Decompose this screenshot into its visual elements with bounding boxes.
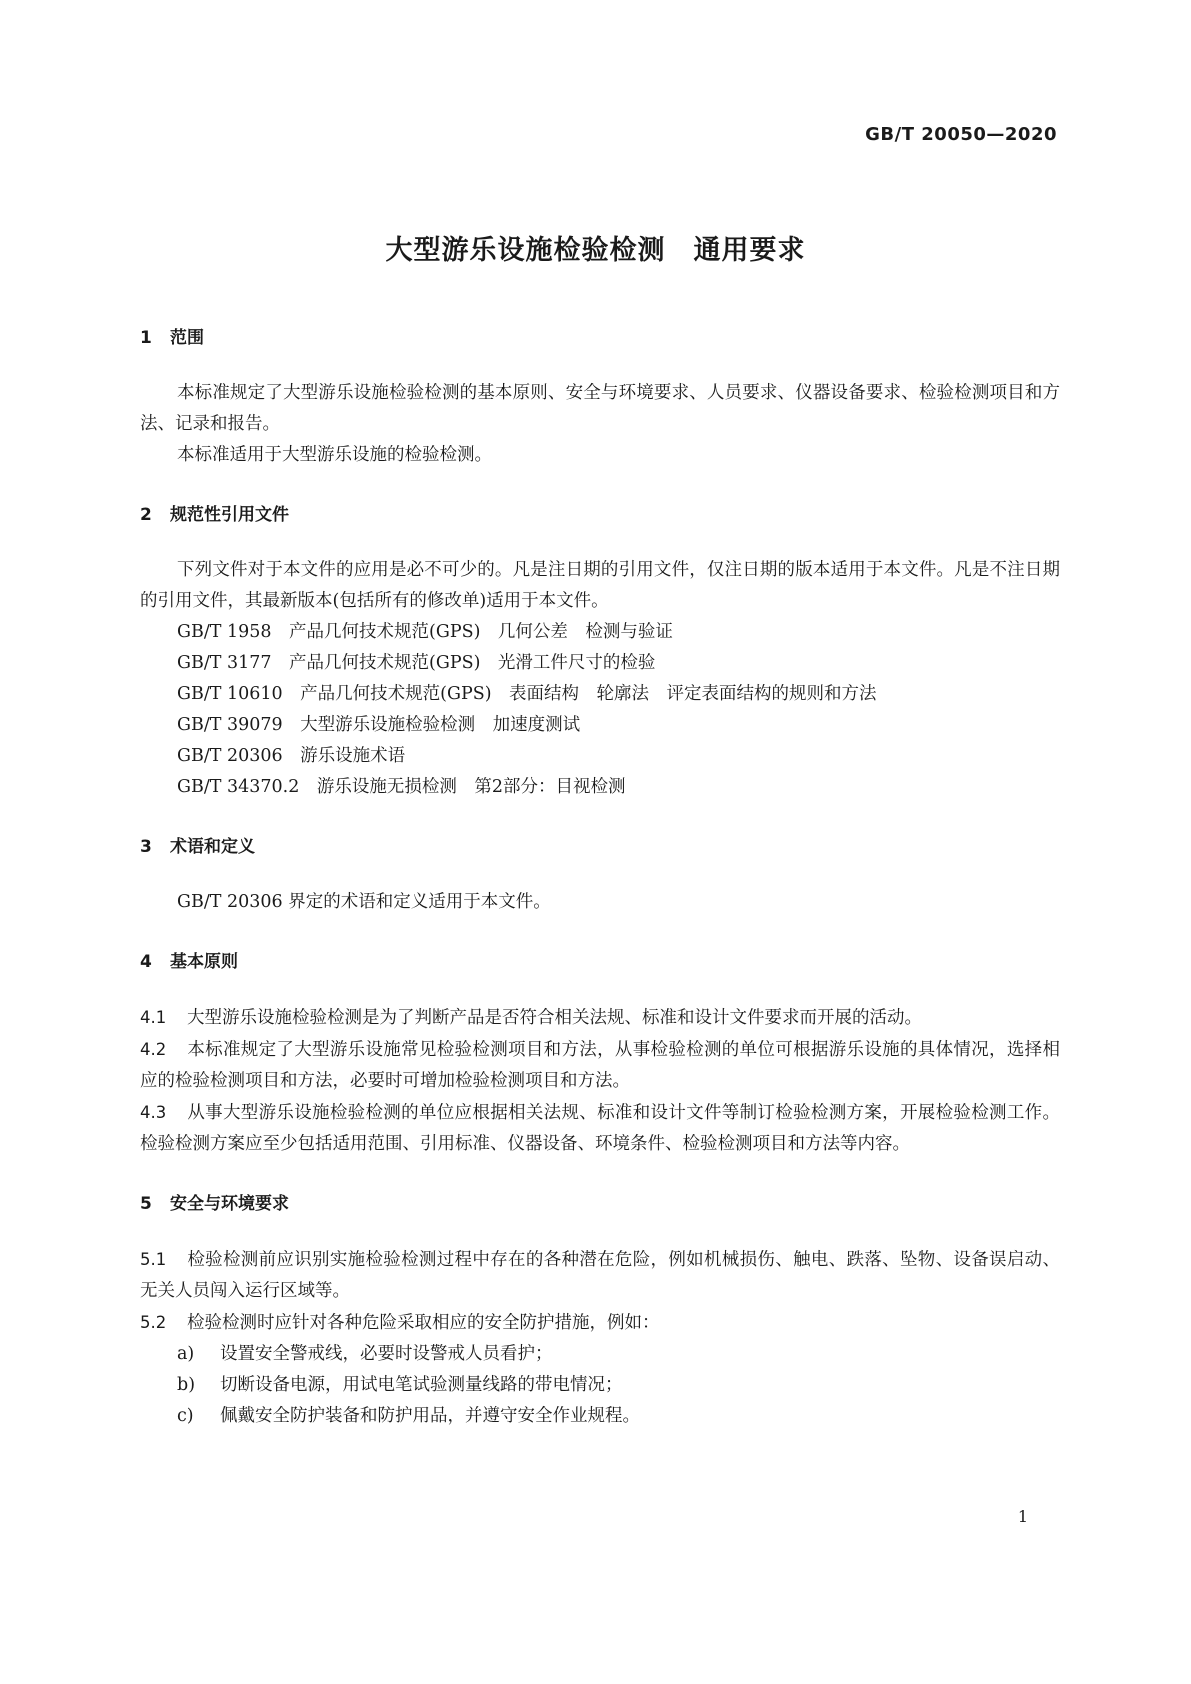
reference-item: GB/T 39079 大型游乐设施检验检测 加速度测试 (177, 715, 581, 735)
clause (140, 1097, 1060, 1160)
section-title: 范围 (170, 328, 204, 348)
section-heading-3 (140, 835, 1060, 859)
section-heading-5 (140, 1192, 1060, 1216)
paragraph: 本标准适用于大型游乐设施的检验检测。 (177, 445, 492, 465)
section-heading-2 (140, 503, 1060, 527)
reference-item: GB/T 10610 产品几何技术规范(GPS) 表面结构 轮廓法 评定表面结构的规则和方法 (177, 684, 877, 704)
clause-text: 检验检测前应识别实施检验检测过程中存在的各种潜在危险，例如机械损伤、触电、跌落、坠物、设备误启动、无关人员闯入运行区域等。 (140, 1250, 1060, 1301)
clause-text: 从事大型游乐设施检验检测的单位应根据相关法规、标准和设计文件等制订检验检测方案，开展检验检测工作。检验检测方案应至少包括适用范围、引用标准、仪器设备、环境条件、检验检测项目和方法等内容。 (140, 1103, 1060, 1154)
reference-item: GB/T 34370.2 游乐设施无损检测 第2部分：目视检测 (177, 777, 626, 797)
clause-number: 4.1 (140, 1008, 167, 1027)
section-title: 术语和定义 (170, 837, 255, 857)
list-item (140, 1401, 1060, 1432)
section-title: 基本原则 (170, 952, 238, 972)
list-marker: a) (177, 1344, 195, 1364)
reference-item: GB/T 3177 产品几何技术规范(GPS) 光滑工件尺寸的检验 (177, 653, 656, 673)
list-marker: b) (177, 1375, 196, 1395)
section-heading-1 (140, 326, 1060, 350)
section-heading-4 (140, 950, 1060, 974)
list-item (140, 1370, 1060, 1401)
clause-number: 4.2 (140, 1040, 167, 1059)
clause-text: 大型游乐设施检验检测是为了判断产品是否符合相关法规、标准和设计文件要求而开展的活动。 (187, 1008, 922, 1028)
section-number: 2 (140, 505, 152, 525)
clause (140, 1244, 1060, 1307)
section-number: 5 (140, 1194, 152, 1214)
list-text: 设置安全警戒线，必要时设警戒人员看护； (220, 1344, 553, 1364)
section-title: 规范性引用文件 (170, 505, 289, 525)
section-number: 3 (140, 837, 152, 857)
clause-number: 5.1 (140, 1250, 167, 1269)
clause-number: 5.2 (140, 1313, 167, 1332)
clause (140, 1034, 1060, 1097)
paragraph: GB/T 20306 界定的术语和定义适用于本文件。 (177, 892, 551, 912)
section-title: 安全与环境要求 (170, 1194, 289, 1214)
clause-text: 检验检测时应针对各种危险采取相应的安全防护措施，例如： (187, 1313, 660, 1333)
section-number: 1 (140, 328, 152, 348)
reference-item: GB/T 20306 游乐设施术语 (177, 746, 406, 766)
list-marker: c) (177, 1406, 194, 1426)
paragraph: 下列文件对于本文件的应用是必不可少的。凡是注日期的引用文件，仅注日期的版本适用于本文件。凡是不注日期的引用文件，其最新版本(包括所有的修改单)适用于本文件。 (140, 560, 1060, 611)
clause (140, 1002, 1060, 1034)
list-text: 切断设备电源，用试电笔试验测量线路的带电情况； (220, 1375, 623, 1395)
document-body (140, 326, 1060, 1432)
clause-number: 4.3 (140, 1103, 167, 1122)
paragraph: 本标准规定了大型游乐设施检验检测的基本原则、安全与环境要求、人员要求、仪器设备要求、检验检测项目和方法、记录和报告。 (140, 383, 1060, 434)
section-number: 4 (140, 952, 152, 972)
list-item (140, 1339, 1060, 1370)
page-number: 1 (1017, 1507, 1028, 1526)
reference-item: GB/T 1958 产品几何技术规范(GPS) 几何公差 检测与验证 (177, 622, 673, 642)
clause (140, 1307, 1060, 1339)
list-text: 佩戴安全防护装备和防护用品，并遵守安全作业规程。 (220, 1406, 640, 1426)
clause-text: 本标准规定了大型游乐设施常见检验检测项目和方法，从事检验检测的单位可根据游乐设施的具体情况，选择相应的检验检测项目和方法，必要时可增加检验检测项目和方法。 (140, 1040, 1060, 1091)
document-title: 大型游乐设施检验检测 通用要求 (385, 235, 806, 266)
standard-code: GB/T 20050—2020 (865, 124, 1057, 145)
